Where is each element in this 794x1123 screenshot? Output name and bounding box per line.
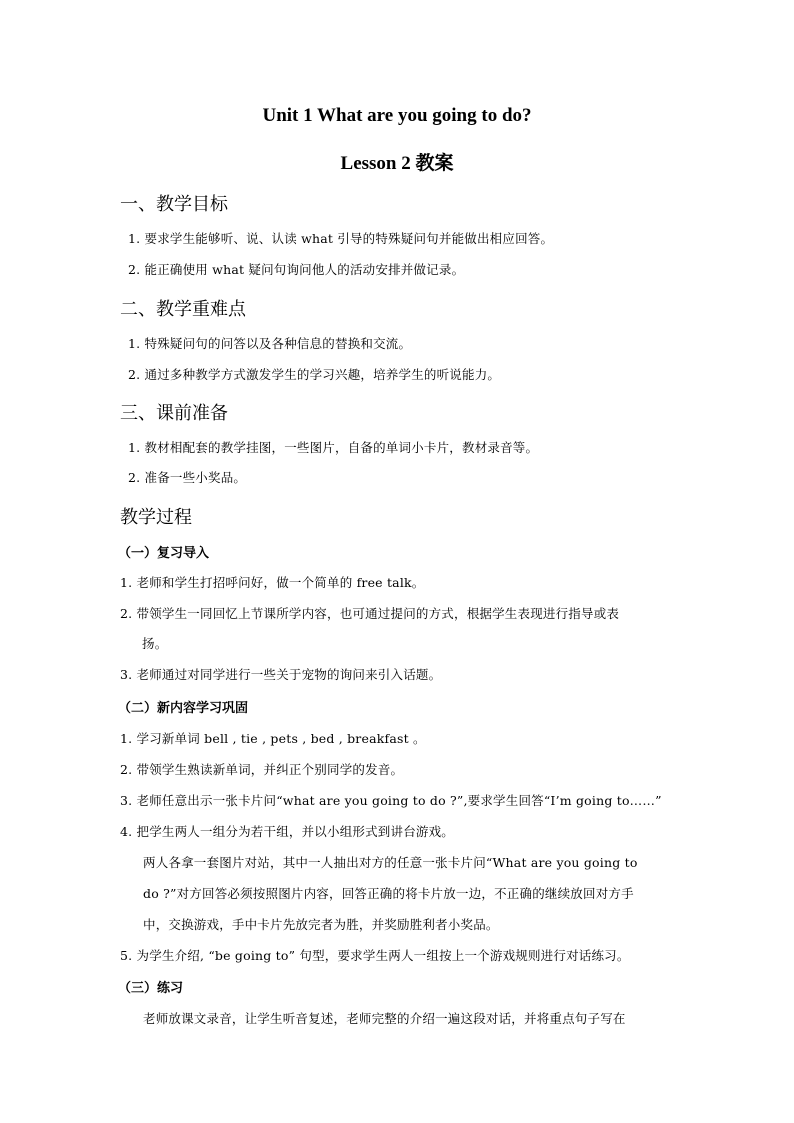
preparation-item-2: 2. 准备一些小奖品。 [128, 470, 247, 485]
review-item-2: 2. 带领学生一同回忆上节课所学内容，也可通过提问的方式，根据学生表现进行指导或表 [120, 606, 620, 621]
section-heading-process: 教学过程 [120, 507, 192, 528]
subsection-heading-new-content: （二）新内容学习巩固 [118, 701, 249, 716]
subsection-heading-review: （一）复习导入 [118, 546, 210, 561]
new-content-item-2: 2. 带领学生熟读新单词，并纠正个别同学的发音。 [120, 762, 404, 777]
new-content-item-5: 5. 为学生介绍, “be going to” 句型，要求学生两人一组按上一个游戏规则进行对话练习。 [120, 948, 630, 963]
review-item-2-cont: 扬。 [142, 636, 168, 651]
subsection-heading-practice: （三）练习 [118, 981, 184, 996]
objective-item-2: 2. 能正确使用 what 疑问句询问他人的活动安排并做记录。 [128, 262, 465, 277]
review-item-1: 1. 老师和学生打招呼问好，做一个简单的 free talk。 [120, 575, 425, 590]
section-heading-objectives: 一、教学目标 [120, 194, 228, 215]
key-point-item-1: 1. 特殊疑问句的问答以及各种信息的替换和交流。 [128, 336, 412, 351]
new-content-item-3: 3. 老师任意出示一张卡片问“what are you going to do ?”,要求学生回答“I’m going to……” [120, 793, 662, 808]
game-description-line-2: do ?”对方回答必须按照图片内容，回答正确的将卡片放一边，不正确的继续放回对方手 [143, 886, 634, 901]
review-item-3: 3. 老师通过对同学进行一些关于宠物的询问来引入话题。 [120, 667, 442, 682]
document-subtitle: Lesson 2 教案 [340, 153, 454, 174]
game-description-line-1: 两人各拿一套图片对站，其中一人抽出对方的任意一张卡片问“What are you going to [143, 855, 638, 870]
preparation-item-1: 1. 教材相配套的教学挂图，一些图片，自备的单词小卡片，教材录音等。 [128, 440, 539, 455]
section-heading-key-points: 二、教学重难点 [120, 299, 246, 320]
section-heading-preparation: 三、课前准备 [120, 403, 228, 424]
practice-item-1: 老师放课文录音，让学生听音复述，老师完整的介绍一遍这段对话，并将重点句子写在 [143, 1011, 626, 1026]
new-content-item-4: 4. 把学生两人一组分为若干组，并以小组形式到讲台游戏。 [120, 824, 455, 839]
game-description-line-3: 中，交换游戏，手中卡片先放完者为胜，并奖励胜利者小奖品。 [143, 917, 499, 932]
new-content-item-1: 1. 学习新单词 bell , tie , pets , bed , breakfast 。 [120, 731, 426, 746]
key-point-item-2: 2. 通过多种教学方式激发学生的学习兴趣，培养学生的听说能力。 [128, 367, 501, 382]
document-title: Unit 1 What are you going to do? [262, 105, 532, 126]
objective-item-1: 1. 要求学生能够听、说、认读 what 引导的特殊疑问句并能做出相应回答。 [128, 231, 554, 246]
